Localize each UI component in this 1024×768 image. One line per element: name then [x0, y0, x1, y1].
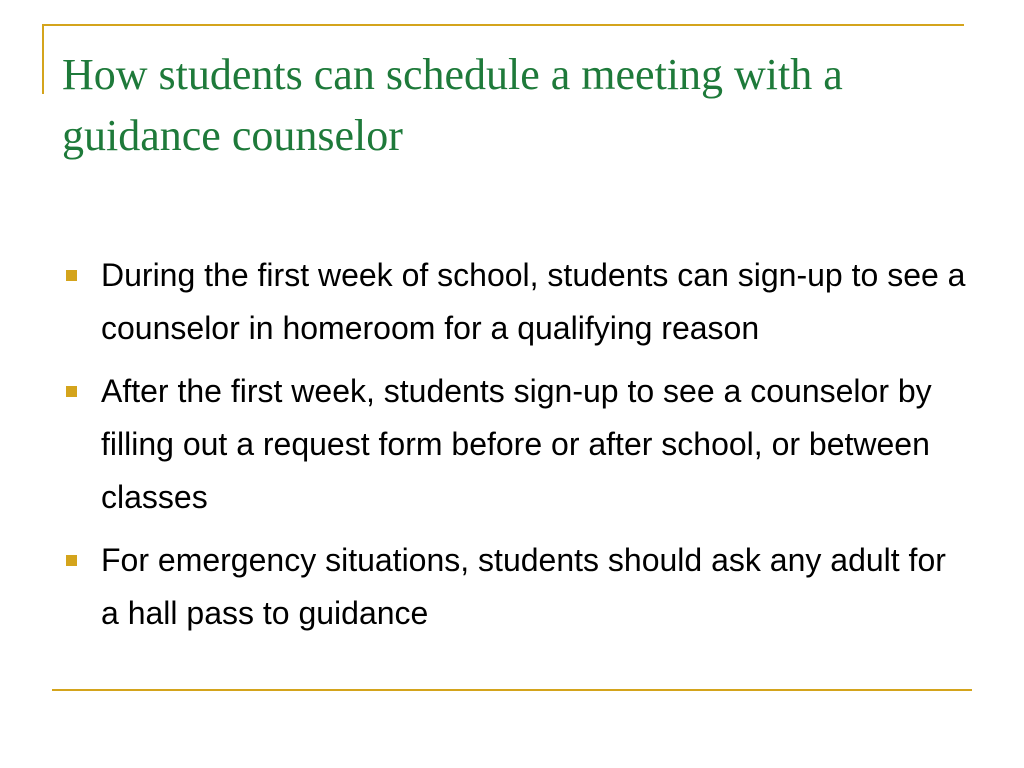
- bullet-item: [66, 534, 966, 640]
- bullet-text: After the first week, students sign-up to see a counselor by filling out a request form before or after school, or between classes: [101, 373, 932, 515]
- bullet-text: For emergency situations, students should ask any adult for a hall pass to guidance: [101, 542, 946, 631]
- bottom-border-line: [52, 689, 972, 691]
- square-bullet-icon: [66, 555, 77, 566]
- slide-title: How students can schedule a meeting with a guidance counselor: [62, 50, 843, 160]
- square-bullet-icon: [66, 386, 77, 397]
- top-border-line: [42, 24, 964, 26]
- square-bullet-icon: [66, 270, 77, 281]
- bullet-item: [66, 249, 966, 355]
- bullet-item: [66, 365, 966, 524]
- bullet-list: [66, 249, 966, 650]
- left-border-line: [42, 24, 44, 94]
- bullet-text: During the first week of school, students can sign-up to see a counselor in homeroom for a qualifying reason: [101, 257, 966, 346]
